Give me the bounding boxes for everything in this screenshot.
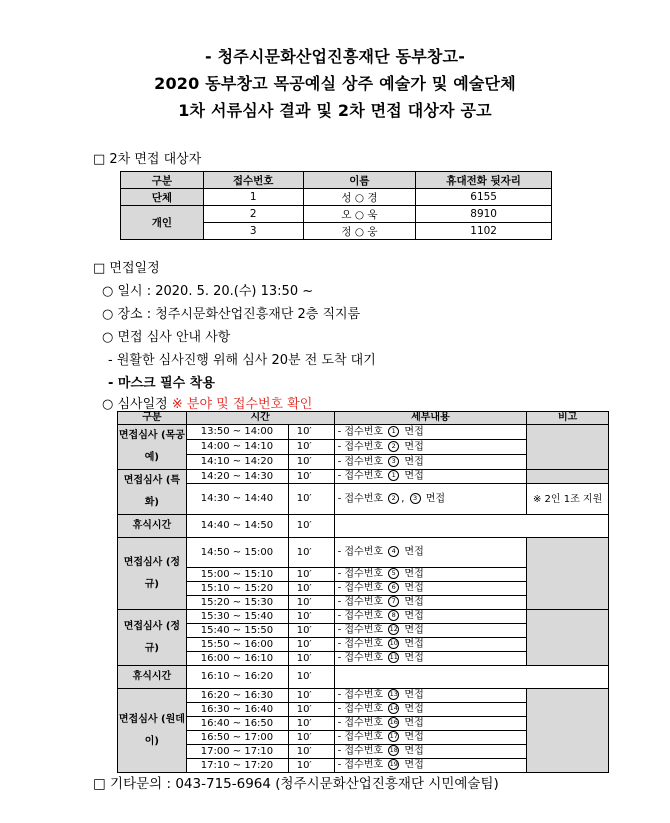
contact-info: □ 기타문의 : 043-715-6964 (청주시문화산업진흥재단 시민예술팀) bbox=[93, 776, 499, 792]
interview-place: ○ 장소 : 청주시문화산업진흥재단 2층 직지룸 bbox=[102, 307, 361, 322]
detail-suffix: 면접 bbox=[404, 426, 424, 438]
cell-detail bbox=[334, 745, 527, 759]
table-row bbox=[118, 470, 609, 484]
detail-prefix: - 접수번호 bbox=[337, 759, 384, 771]
cell-name: 오 ○ 욱 bbox=[303, 206, 416, 223]
cell-duration: 10′ bbox=[288, 484, 334, 515]
schedule-red-note: ※ 분야 및 접수번호 확인 bbox=[171, 397, 313, 412]
detail-suffix: 면접 bbox=[404, 731, 424, 743]
cell-duration: 10′ bbox=[288, 470, 334, 484]
cell-time: 16:00 ~ 16:10 bbox=[186, 652, 288, 666]
group-label: 단체 bbox=[121, 189, 204, 206]
cell-duration: 10′ bbox=[288, 455, 334, 470]
cell-phone: 6155 bbox=[416, 189, 552, 206]
detail-suffix: 면접 bbox=[404, 610, 424, 622]
cell-number: 3 bbox=[203, 223, 303, 240]
circled-number: 17 bbox=[389, 732, 398, 741]
cell-detail bbox=[334, 624, 527, 638]
col-header-name: 이름 bbox=[303, 172, 416, 189]
schedule-group: 면접심사 (원데이) bbox=[118, 689, 187, 773]
guide-note-mask: - 마스크 필수 착용 bbox=[108, 376, 215, 391]
remark-empty bbox=[527, 689, 609, 773]
remark-empty bbox=[527, 538, 609, 610]
table-row bbox=[118, 425, 609, 440]
candidates-table bbox=[120, 171, 552, 240]
cell-detail bbox=[334, 610, 527, 624]
circled-number: 2 bbox=[388, 493, 399, 504]
col-header-detail: 세부내용 bbox=[334, 412, 527, 425]
cell-duration: 10′ bbox=[288, 568, 334, 582]
circled-number: 6 bbox=[388, 582, 399, 593]
cell-duration: 10′ bbox=[288, 666, 334, 689]
col-header-time: 시간 bbox=[186, 412, 334, 425]
cell-detail bbox=[334, 638, 527, 652]
cell-duration: 10′ bbox=[288, 425, 334, 440]
remark-empty bbox=[527, 425, 609, 470]
cell-duration: 10′ bbox=[288, 731, 334, 745]
detail-prefix: - 접수번호 bbox=[337, 456, 384, 468]
schedule-table bbox=[117, 411, 609, 773]
circled-number: 13 bbox=[389, 690, 398, 699]
cell-duration: 10′ bbox=[288, 652, 334, 666]
cell-duration: 10′ bbox=[288, 745, 334, 759]
cell-duration: 10′ bbox=[288, 440, 334, 455]
cell-time: 15:40 ~ 15:50 bbox=[186, 624, 288, 638]
cell-duration: 10′ bbox=[288, 610, 334, 624]
circled-number: 3 bbox=[388, 456, 399, 467]
detail-suffix: 면접 bbox=[404, 596, 424, 608]
detail-suffix: 면접 bbox=[404, 689, 424, 701]
circled-number: 19 bbox=[389, 760, 398, 769]
circled-number: 11 bbox=[389, 653, 398, 662]
schedule-group: 휴식시간 bbox=[118, 515, 187, 538]
table-row bbox=[121, 206, 552, 223]
rest-empty bbox=[334, 666, 608, 689]
detail-suffix: 면접 bbox=[404, 652, 424, 664]
detail-suffix: 면접 bbox=[404, 703, 424, 715]
circled-number: 1 bbox=[388, 426, 399, 437]
cell-time: 16:20 ~ 16:30 bbox=[186, 689, 288, 703]
circled-number: 7 bbox=[388, 596, 399, 607]
cell-number: 1 bbox=[203, 189, 303, 206]
circled-number: 5 bbox=[388, 568, 399, 579]
cell-phone: 8910 bbox=[416, 206, 552, 223]
cell-duration: 10′ bbox=[288, 759, 334, 773]
cell-duration: 10′ bbox=[288, 596, 334, 610]
circled-number: 8 bbox=[388, 610, 399, 621]
col-header-phone: 휴대전화 뒷자리 bbox=[416, 172, 552, 189]
circled-number: 12 bbox=[389, 625, 398, 634]
cell-time: 16:50 ~ 17:00 bbox=[186, 731, 288, 745]
schedule-group: 면접심사 (목공예) bbox=[118, 425, 187, 470]
cell-time: 14:10 ~ 14:20 bbox=[186, 455, 288, 470]
detail-prefix: - 접수번호 bbox=[337, 493, 384, 505]
detail-suffix: 면접 bbox=[404, 568, 424, 580]
doc-title-line1: - 청주시문화산업진흥재단 동부창고- bbox=[204, 47, 466, 66]
remark-empty bbox=[527, 610, 609, 666]
detail-prefix: - 접수번호 bbox=[337, 717, 384, 729]
detail-prefix: - 접수번호 bbox=[337, 610, 384, 622]
group-label: 개인 bbox=[121, 206, 204, 240]
table-row bbox=[118, 666, 609, 689]
circled-number: 14 bbox=[389, 704, 398, 713]
cell-detail bbox=[334, 596, 527, 610]
cell-detail bbox=[334, 759, 527, 773]
detail-suffix: 면접 bbox=[404, 717, 424, 729]
cell-detail bbox=[334, 582, 527, 596]
remark-note: ※ 2인 1조 지원 bbox=[527, 484, 609, 515]
schedule-group: 면접심사 (정규) bbox=[118, 610, 187, 666]
cell-phone: 1102 bbox=[416, 223, 552, 240]
cell-detail bbox=[334, 568, 527, 582]
detail-prefix: - 접수번호 bbox=[337, 426, 384, 438]
schedule-group: 면접심사 (정규) bbox=[118, 538, 187, 610]
cell-time: 14:20 ~ 14:30 bbox=[186, 470, 288, 484]
cell-time: 16:10 ~ 16:20 bbox=[186, 666, 288, 689]
table-row bbox=[118, 515, 609, 538]
cell-duration: 10′ bbox=[288, 624, 334, 638]
doc-title-line3: 1차 서류심사 결과 및 2차 면접 대상자 공고 bbox=[178, 101, 492, 120]
cell-detail bbox=[334, 470, 527, 484]
detail-suffix: 면접 bbox=[404, 638, 424, 650]
detail-prefix: - 접수번호 bbox=[337, 568, 384, 580]
detail-prefix: - 접수번호 bbox=[337, 470, 384, 482]
cell-detail bbox=[334, 689, 527, 703]
cell-time: 16:30 ~ 16:40 bbox=[186, 703, 288, 717]
cell-time: 15:50 ~ 16:00 bbox=[186, 638, 288, 652]
col-header-category: 구분 bbox=[121, 172, 204, 189]
circled-number: 2 bbox=[388, 441, 399, 452]
cell-duration: 10′ bbox=[288, 638, 334, 652]
table-row bbox=[118, 538, 609, 568]
col-header-number: 접수번호 bbox=[203, 172, 303, 189]
circled-number: 4 bbox=[388, 546, 399, 557]
circled-number: 18 bbox=[389, 746, 398, 755]
cell-detail bbox=[334, 652, 527, 666]
detail-suffix: 면접 bbox=[404, 441, 424, 453]
detail-prefix: - 접수번호 bbox=[337, 624, 384, 636]
detail-prefix: - 접수번호 bbox=[337, 652, 384, 664]
detail-prefix: - 접수번호 bbox=[337, 703, 384, 715]
cell-time: 14:50 ~ 15:00 bbox=[186, 538, 288, 568]
schedule-label-line bbox=[102, 393, 312, 412]
remark-empty bbox=[527, 470, 609, 484]
detail-prefix: - 접수번호 bbox=[337, 745, 384, 757]
cell-time: 14:00 ~ 14:10 bbox=[186, 440, 288, 455]
cell-duration: 10′ bbox=[288, 703, 334, 717]
circled-number: 16 bbox=[389, 718, 398, 727]
section-interview-candidates: □ 2차 면접 대상자 bbox=[93, 152, 202, 167]
schedule-group: 면접심사 (특화) bbox=[118, 470, 187, 515]
detail-suffix: 면접 bbox=[404, 745, 424, 757]
cell-time: 15:00 ~ 15:10 bbox=[186, 568, 288, 582]
cell-time: 13:50 ~ 14:00 bbox=[186, 425, 288, 440]
detail-suffix: 면접 bbox=[404, 470, 424, 482]
detail-prefix: - 접수번호 bbox=[337, 582, 384, 594]
cell-detail bbox=[334, 717, 527, 731]
interview-guide: ○ 면접 심사 안내 사항 bbox=[102, 330, 231, 345]
cell-duration: 10′ bbox=[288, 717, 334, 731]
table-row bbox=[118, 484, 609, 515]
cell-time: 15:20 ~ 15:30 bbox=[186, 596, 288, 610]
cell-time: 14:30 ~ 14:40 bbox=[186, 484, 288, 515]
cell-name: 정 ○ 웅 bbox=[303, 223, 416, 240]
cell-number: 2 bbox=[203, 206, 303, 223]
section-interview-schedule: □ 면접일정 bbox=[93, 261, 160, 276]
cell-time: 15:30 ~ 15:40 bbox=[186, 610, 288, 624]
doc-title-line2: 2020 동부창고 목공예실 상주 예술가 및 예술단체 bbox=[154, 74, 516, 93]
cell-time: 17:10 ~ 17:20 bbox=[186, 759, 288, 773]
table-row bbox=[118, 610, 609, 624]
cell-name: 성 ○ 경 bbox=[303, 189, 416, 206]
cell-time: 15:10 ~ 15:20 bbox=[186, 582, 288, 596]
cell-duration: 10′ bbox=[288, 582, 334, 596]
circled-number: 10 bbox=[389, 639, 398, 648]
col-header-category: 구분 bbox=[118, 412, 187, 425]
detail-prefix: - 접수번호 bbox=[337, 689, 384, 701]
guide-note-arrival: - 원활한 심사진행 위해 심사 20분 전 도착 대기 bbox=[108, 353, 376, 368]
detail-prefix: - 접수번호 bbox=[337, 638, 384, 650]
cell-detail bbox=[334, 455, 527, 470]
interview-datetime: ○ 일시 : 2020. 5. 20.(수) 13:50 ~ bbox=[102, 284, 314, 299]
cell-time: 14:40 ~ 14:50 bbox=[186, 515, 288, 538]
table-row bbox=[118, 689, 609, 703]
cell-duration: 10′ bbox=[288, 538, 334, 568]
detail-suffix: 면접 bbox=[404, 582, 424, 594]
schedule-group: 휴식시간 bbox=[118, 666, 187, 689]
circled-number: 3 bbox=[410, 493, 421, 504]
cell-detail bbox=[334, 440, 527, 455]
detail-suffix: 면접 bbox=[404, 456, 424, 468]
col-header-remark: 비고 bbox=[527, 412, 609, 425]
table-row bbox=[121, 189, 552, 206]
detail-suffix: 면접 bbox=[404, 759, 424, 771]
cell-detail bbox=[334, 538, 527, 568]
detail-prefix: - 접수번호 bbox=[337, 731, 384, 743]
circled-number: 1 bbox=[388, 470, 399, 481]
cell-duration: 10′ bbox=[288, 689, 334, 703]
cell-detail bbox=[334, 425, 527, 440]
cell-detail bbox=[334, 731, 527, 745]
cell-time: 16:40 ~ 16:50 bbox=[186, 717, 288, 731]
cell-detail: - 접수번호 2 , 3 면접 bbox=[334, 484, 527, 515]
schedule-label: ○ 심사일정 bbox=[102, 397, 168, 412]
rest-empty bbox=[334, 515, 608, 538]
cell-duration: 10′ bbox=[288, 515, 334, 538]
cell-time: 17:00 ~ 17:10 bbox=[186, 745, 288, 759]
detail-prefix: - 접수번호 bbox=[337, 441, 384, 453]
detail-suffix: 면접 bbox=[404, 546, 424, 558]
detail-prefix: - 접수번호 bbox=[337, 546, 384, 558]
detail-suffix: 면접 bbox=[425, 493, 446, 505]
detail-suffix: 면접 bbox=[404, 624, 424, 636]
cell-detail bbox=[334, 703, 527, 717]
detail-prefix: - 접수번호 bbox=[337, 596, 384, 608]
